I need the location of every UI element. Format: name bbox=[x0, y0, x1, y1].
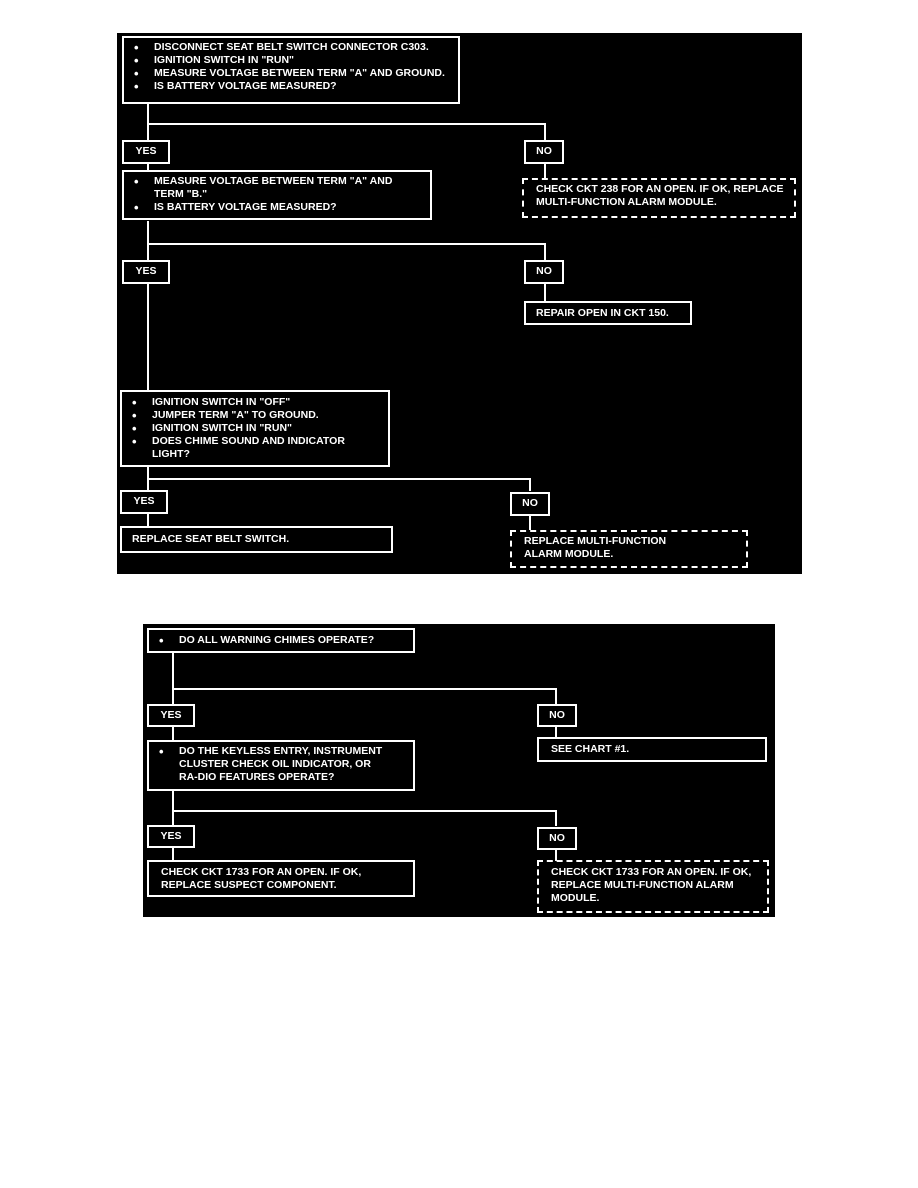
connector-line bbox=[172, 847, 174, 861]
connector-line bbox=[529, 478, 531, 491]
step-text: • IGNITION SWITCH IN "OFF" bbox=[130, 396, 382, 409]
result-text: REPAIR OPEN IN CKT 150. bbox=[536, 307, 669, 319]
step-text: • JUMPER TERM "A" TO GROUND. bbox=[130, 409, 382, 422]
result-text: CHECK CKT 1733 FOR AN OPEN. IF OK, REPLACE SUSPECT COMPONENT. bbox=[161, 866, 362, 891]
question-box-keyless-entry bbox=[147, 740, 415, 791]
connector-line bbox=[544, 163, 546, 178]
result-text: SEE CHART #1. bbox=[551, 743, 630, 755]
connector-line bbox=[544, 123, 546, 140]
result-text: REPLACE SEAT BELT SWITCH. bbox=[132, 533, 290, 545]
connector-line bbox=[172, 688, 557, 690]
connector-line bbox=[172, 726, 174, 740]
connector-line bbox=[147, 221, 149, 260]
step-text: • IS BATTERY VOLTAGE MEASURED? bbox=[132, 80, 452, 93]
connector-line bbox=[147, 478, 531, 480]
connector-line bbox=[544, 283, 546, 302]
result-text: CHECK CKT 238 FOR AN OPEN. IF OK, REPLACE MULTI-FUNCTION ALARM MODULE. bbox=[536, 183, 784, 208]
connector-line bbox=[529, 516, 531, 530]
yes-label: YES bbox=[120, 490, 168, 514]
yes-label: YES bbox=[147, 704, 195, 727]
step-text: • MEASURE VOLTAGE BETWEEN TERM "A" AND GROUND. bbox=[132, 67, 452, 80]
result-text: REPLACE MULTI-FUNCTION ALARM MODULE. bbox=[524, 535, 667, 560]
no-label: NO bbox=[524, 140, 564, 164]
connector-line bbox=[544, 243, 546, 260]
connector-line bbox=[147, 512, 149, 526]
connector-line bbox=[147, 103, 149, 140]
question-box-battery-voltage-ground bbox=[122, 36, 460, 104]
connector-line bbox=[147, 123, 546, 125]
result-box-check-ckt-238 bbox=[522, 178, 796, 218]
flowchart-panel-1 bbox=[117, 33, 802, 574]
yes-label: YES bbox=[122, 140, 170, 164]
no-label: NO bbox=[524, 260, 564, 284]
result-text: CHECK CKT 1733 FOR AN OPEN. IF OK, REPLACE MULTI-FUNCTION ALARM MODULE. bbox=[551, 866, 752, 904]
step-text: • IS BATTERY VOLTAGE MEASURED? bbox=[132, 201, 424, 214]
connector-line bbox=[172, 810, 557, 812]
connector-line bbox=[147, 283, 149, 390]
result-box-replace-seat-belt-switch bbox=[120, 526, 393, 553]
yes-label: YES bbox=[147, 825, 195, 848]
step-text: • DISCONNECT SEAT BELT SWITCH CONNECTOR C303. bbox=[132, 41, 452, 54]
question-box-voltage-term-a-b bbox=[122, 170, 432, 220]
connector-line bbox=[555, 810, 557, 826]
question-box-jumper-term-a bbox=[120, 390, 390, 467]
connector-line bbox=[172, 790, 174, 825]
result-box-check-ckt-1733-alarm-module bbox=[537, 860, 769, 913]
step-text: • IGNITION SWITCH IN "RUN" bbox=[130, 422, 382, 435]
connector-line bbox=[172, 652, 174, 704]
step-text: • DOES CHIME SOUND AND INDICATOR LIGHT? bbox=[130, 435, 382, 461]
step-text: • DO ALL WARNING CHIMES OPERATE? bbox=[157, 634, 407, 647]
no-label: NO bbox=[537, 704, 577, 727]
step-text: • MEASURE VOLTAGE BETWEEN TERM "A" AND TERM "B." bbox=[132, 175, 424, 201]
no-label: NO bbox=[537, 827, 577, 850]
result-box-repair-open-ckt-150 bbox=[524, 301, 692, 325]
result-box-replace-alarm-module bbox=[510, 530, 748, 568]
step-text: • IGNITION SWITCH IN "RUN" bbox=[132, 54, 452, 67]
no-label: NO bbox=[510, 492, 550, 516]
yes-label: YES bbox=[122, 260, 170, 284]
connector-line bbox=[555, 688, 557, 704]
result-box-see-chart-1 bbox=[537, 737, 767, 762]
step-text: • DO THE KEYLESS ENTRY, INSTRUMENT CLUSTER CHECK OIL INDICATOR, OR RA-DIO FEATURES OPERATE? bbox=[157, 745, 383, 784]
connector-line bbox=[147, 243, 546, 245]
question-box-warning-chimes bbox=[147, 628, 415, 653]
result-box-check-ckt-1733-suspect bbox=[147, 860, 415, 897]
